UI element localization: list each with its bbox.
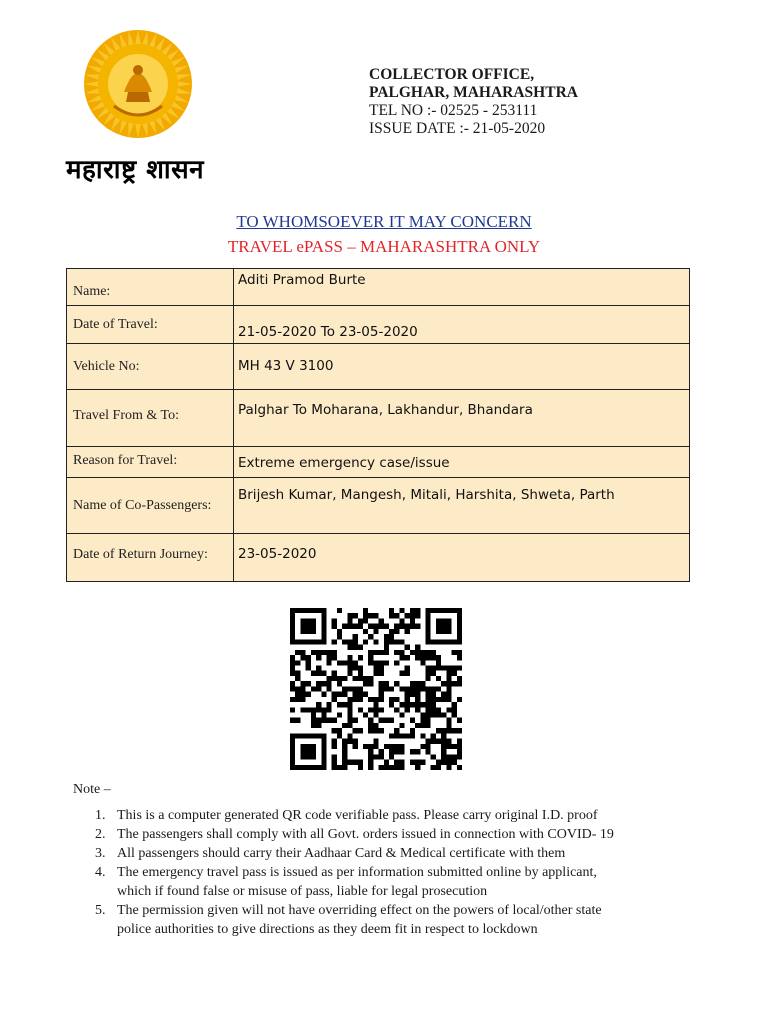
note-text: police authorities to give directions as they deem fit in respect to lockdown bbox=[117, 922, 538, 937]
row-label: Travel From & To: bbox=[73, 408, 179, 423]
row-value: Palghar To Moharana, Lakhandur, Bhandara bbox=[238, 402, 533, 418]
note-text: which if found false or misuse of pass, liable for legal prosecution bbox=[117, 884, 488, 899]
list-item bbox=[73, 825, 713, 844]
note-text: The passengers shall comply with all Govt. orders issued in connection with COVID- 19 bbox=[117, 827, 614, 842]
concern-heading: TO WHOMSOEVER IT MAY CONCERN bbox=[236, 212, 532, 231]
note-text: This is a computer generated QR code verifiable pass. Please carry original I.D. proof bbox=[117, 808, 598, 823]
table-row bbox=[67, 534, 690, 582]
row-value: Aditi Pramod Burte bbox=[238, 272, 366, 288]
table-row bbox=[67, 390, 690, 447]
row-value: Brijesh Kumar, Mangesh, Mitali, Harshita, Shweta, Parth bbox=[238, 487, 615, 503]
issue-date: ISSUE DATE :- 21-05-2020 bbox=[369, 120, 546, 137]
note-number: 2. bbox=[95, 827, 106, 842]
row-label: Date of Return Journey: bbox=[73, 547, 208, 562]
government-name: महाराष्ट्र शासन bbox=[66, 155, 205, 185]
row-label: Name: bbox=[73, 284, 111, 299]
office-address-block bbox=[369, 66, 578, 138]
qr-code-icon bbox=[290, 608, 462, 770]
note-number: 4. bbox=[95, 865, 106, 880]
notes-list bbox=[73, 806, 713, 939]
table-row bbox=[67, 447, 690, 478]
row-label: Vehicle No: bbox=[73, 359, 140, 374]
office-telephone: TEL NO :- 02525 - 253111 bbox=[369, 102, 538, 119]
list-item bbox=[73, 844, 713, 863]
row-value: 21-05-2020 To 23-05-2020 bbox=[238, 324, 418, 340]
table-row bbox=[67, 269, 690, 306]
note-text: All passengers should carry their Aadhaar Card & Medical certificate with them bbox=[117, 846, 566, 861]
note-heading: Note – bbox=[73, 782, 111, 797]
table-row bbox=[67, 478, 690, 534]
note-text: The emergency travel pass is issued as per information submitted online by applicant, bbox=[117, 865, 597, 880]
epass-heading: TRAVEL ePASS – MAHARASHTRA ONLY bbox=[227, 237, 541, 256]
row-value: 23-05-2020 bbox=[238, 546, 317, 562]
office-name: COLLECTOR OFFICE, bbox=[369, 66, 535, 83]
row-label: Reason for Travel: bbox=[73, 453, 178, 468]
table-row bbox=[67, 344, 690, 390]
row-value: Extreme emergency case/issue bbox=[238, 455, 450, 471]
note-number: 5. bbox=[95, 903, 106, 918]
note-number: 1. bbox=[95, 808, 106, 823]
row-label: Date of Travel: bbox=[73, 317, 158, 332]
maharashtra-emblem-icon bbox=[82, 28, 194, 140]
list-item bbox=[73, 806, 713, 825]
pass-details-table bbox=[66, 268, 690, 582]
office-location: PALGHAR, MAHARASHTRA bbox=[369, 84, 578, 101]
list-item bbox=[73, 901, 713, 939]
note-number: 3. bbox=[95, 846, 106, 861]
row-value: MH 43 V 3100 bbox=[238, 358, 334, 374]
table-row bbox=[67, 306, 690, 344]
list-item bbox=[73, 863, 713, 901]
note-text: The permission given will not have overriding effect on the powers of local/other state bbox=[117, 903, 602, 918]
row-label: Name of Co-Passengers: bbox=[73, 498, 212, 513]
